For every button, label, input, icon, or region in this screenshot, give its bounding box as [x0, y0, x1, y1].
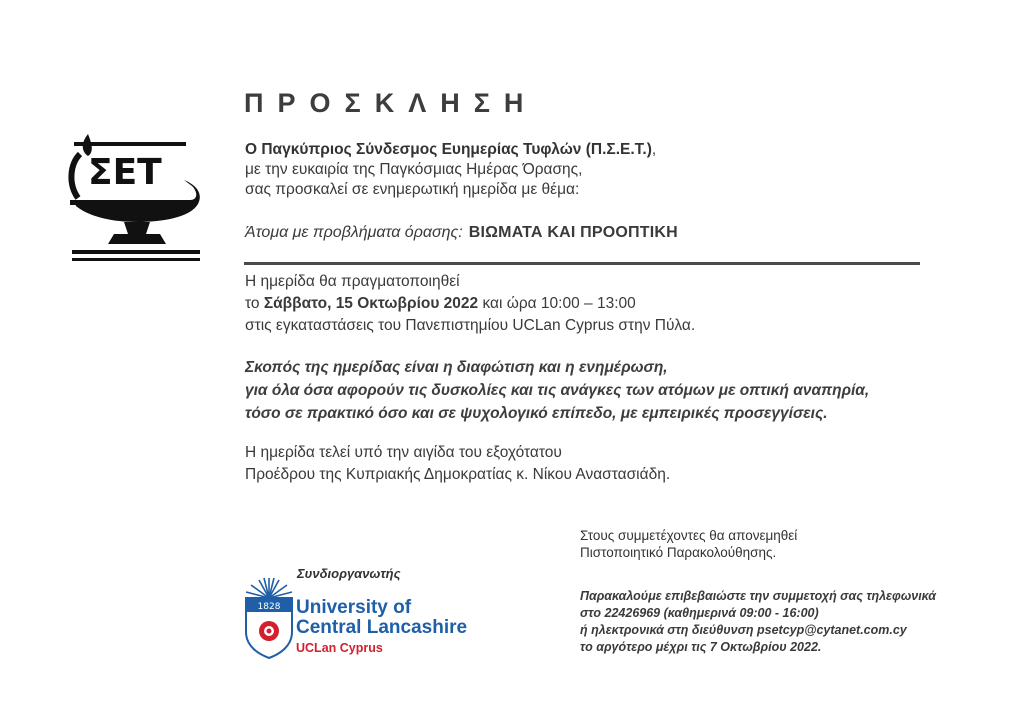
- event-date: Σάββατο, 15 Οκτωβρίου 2022: [263, 295, 479, 312]
- aegis-line: Η ημερίδα τελεί υπό την αιγίδα του εξοχότατου: [245, 444, 562, 461]
- rsvp-block: [580, 588, 936, 656]
- pset-lamp-logo: [66, 126, 206, 266]
- purpose-line: για όλα όσα αφορούν τις δυσκολίες και τις ανάγκες των ατόμων με οπτική αναπηρία,: [245, 382, 870, 399]
- purpose-block: [245, 356, 869, 425]
- intro-line-3: σας προσκαλεί σε ενημερωτική ημερίδα με θέμα:: [245, 181, 580, 198]
- purpose-line: τόσο σε πρακτικό όσο και σε ψυχολογικό επίπεδο, με εμπειρικές προσεγγίσεις.: [245, 405, 828, 422]
- uclan-name: [296, 598, 467, 638]
- shield-year: 1828: [257, 602, 281, 612]
- aegis-block: [245, 442, 670, 486]
- certificate-line: Στους συμμετέχοντες θα απονεμηθεί: [580, 528, 798, 543]
- intro-line-2: με την ευκαιρία της Παγκόσμιας Ημέρας Όρασης,: [245, 161, 583, 178]
- intro-block: [245, 140, 656, 200]
- uclan-shield-logo: [244, 576, 294, 660]
- uclan-name-line-2: Central Lancashire: [296, 617, 468, 638]
- coorganizer-label: Συνδιοργανωτής: [297, 566, 401, 581]
- topic-part-1: Άτομα με προβλήματα όρασης:: [245, 224, 463, 241]
- topic-part-2: ΒΙΩΜΑΤΑ ΚΑΙ ΠΡΟΟΠΤΙΚΗ: [468, 224, 678, 241]
- certificate-note: [580, 527, 797, 561]
- logo-letters: ΣΕΤ: [88, 152, 162, 193]
- when-prefix: το: [245, 295, 260, 312]
- rsvp-line: το αργότερο μέχρι τις 7 Οκτωβρίου 2022.: [580, 640, 822, 654]
- purpose-line: Σκοπός της ημερίδας είναι η διαφώτιση και η ενημέρωση,: [245, 359, 668, 376]
- topic-line: [245, 223, 678, 243]
- divider: [244, 262, 920, 265]
- rsvp-line: στο 22426969 (καθημερινά 09:00 - 16:00): [580, 606, 819, 620]
- uclan-campus: UCLan Cyprus: [296, 641, 383, 655]
- page-title: ΠΡΟΣΚΛΗΣΗ: [244, 88, 538, 118]
- org-name: Ο Παγκύπριος Σύνδεσμος Ευημερίας Τυφλών (Π.Σ.Ε.Τ.): [245, 141, 652, 158]
- when-line-1: Η ημερίδα θα πραγματοποιηθεί: [245, 273, 460, 290]
- org-suffix: ,: [651, 141, 657, 158]
- aegis-line: Προέδρου της Κυπριακής Δημοκρατίας κ. Νίκου Αναστασιάδη.: [245, 466, 671, 483]
- uclan-name-line-1: University of: [296, 597, 412, 618]
- certificate-line: Πιστοποιητικό Παρακολούθησης.: [580, 545, 777, 560]
- rsvp-line: ή ηλεκτρονικά στη διεύθυνση psetcyp@cytanet.com.cy: [580, 623, 907, 637]
- when-line-3: στις εγκαταστάσεις του Πανεπιστημίου UCLan Cyprus στην Πύλα.: [245, 317, 696, 334]
- event-details: [245, 271, 695, 337]
- event-time: και ώρα 10:00 – 13:00: [482, 295, 636, 312]
- rsvp-line: Παρακαλούμε επιβεβαιώστε την συμμετοχή σας τηλεφωνικά: [580, 589, 937, 603]
